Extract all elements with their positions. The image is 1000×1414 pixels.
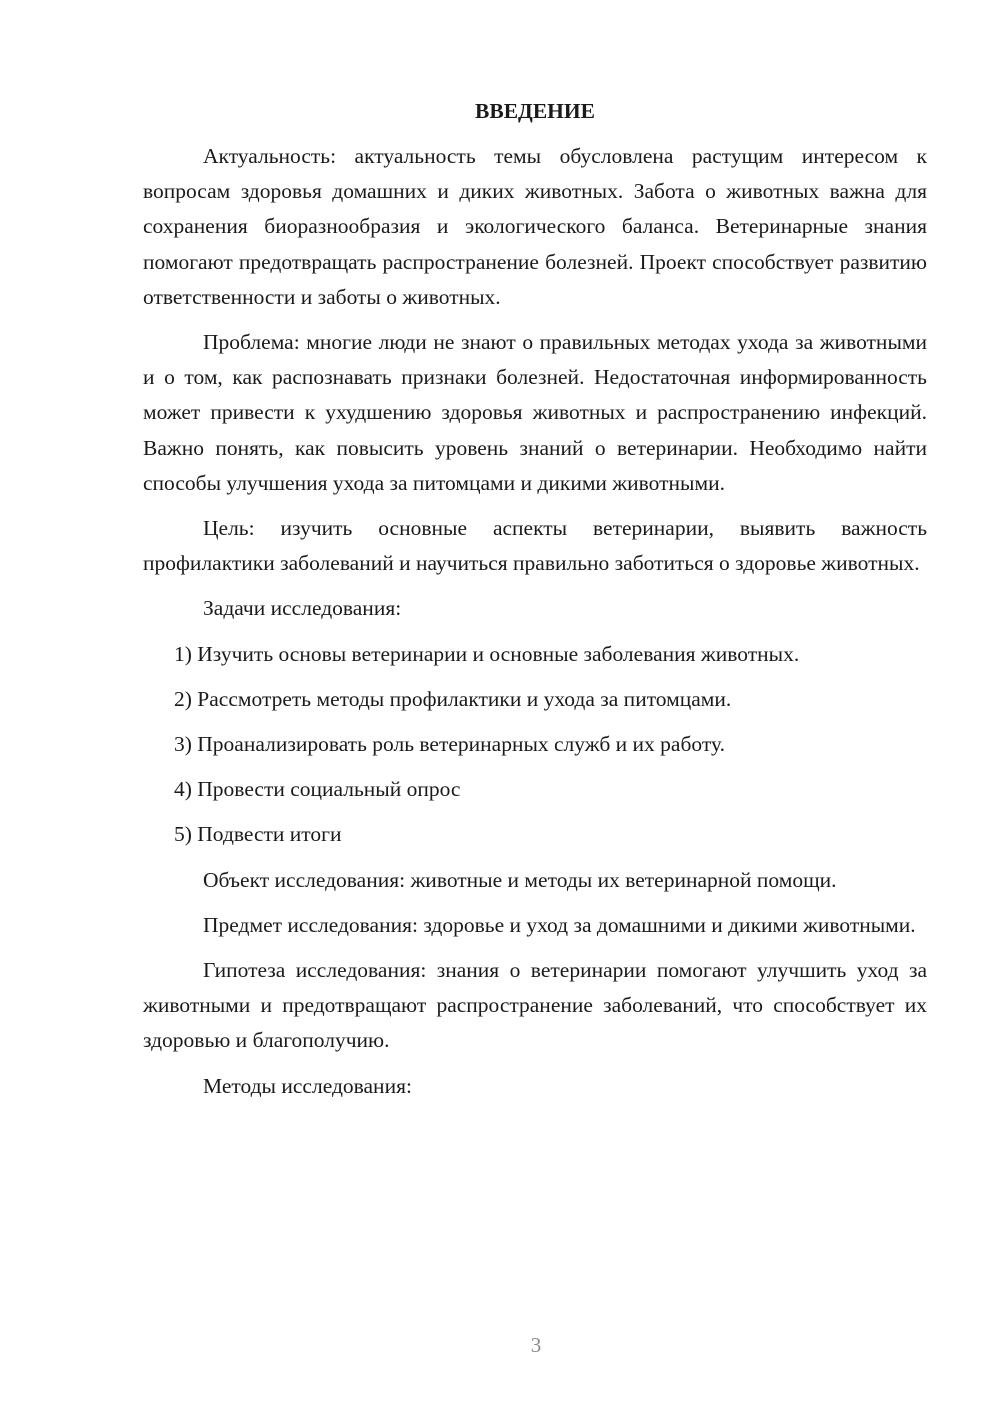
relevance-paragraph: Актуальность: актуальность темы обусловлена растущим интересом к вопросам здоровья домашних и диких животных. Забота о животных важна для сохранения биоразнообразия и экологического баланса. Ветеринарные знания помогают предотвращать распространение болезней. Проект способствует развитию ответственности и заботы о животных. [143,144,927,309]
hypothesis-paragraph: Гипотеза исследования: знания о ветеринарии помогают улучшить уход за животными и предотвращают распространение заболеваний, что способствует их здоровью и благополучию. [143,958,927,1053]
section-heading: ВВЕДЕНИЕ [475,99,595,123]
task-item-5: 5) Подвести итоги [174,822,342,847]
tasks-title: Задачи исследования: [203,596,402,621]
subject-paragraph: Предмет исследования: здоровье и уход за домашними и дикими животными. [203,912,916,937]
problem-paragraph: Проблема: многие люди не знают о правильных методах ухода за животными и о том, как распознавать признаки болезней. Недостаточная информированность может привести к ухудшению здоровья животных и распространению инфекций. Важно понять, как повысить уровень знаний о ветеринарии. Необходимо найти способы улучшения ухода за питомцами и дикими животными. [143,330,927,495]
goal-paragraph: Цель: изучить основные аспекты ветеринарии, выявить важность профилактики заболеваний и научиться правильно заботиться о здоровье животных. [143,516,927,576]
page-content [143,96,927,1114]
task-item-3: 3) Проанализировать роль ветеринарных служб и их работу. [174,732,725,757]
task-item-2: 2) Рассмотреть методы профилактики и ухода за питомцами. [174,686,732,711]
task-item-1: 1) Изучить основы ветеринарии и основные заболевания животных. [174,641,800,666]
page-number: 3 [530,1333,542,1357]
task-item-4: 4) Провести социальный опрос [174,777,461,802]
methods-title: Методы исследования: [203,1073,412,1098]
object-paragraph: Объект исследования: животные и методы их ветеринарной помощи. [203,867,837,892]
